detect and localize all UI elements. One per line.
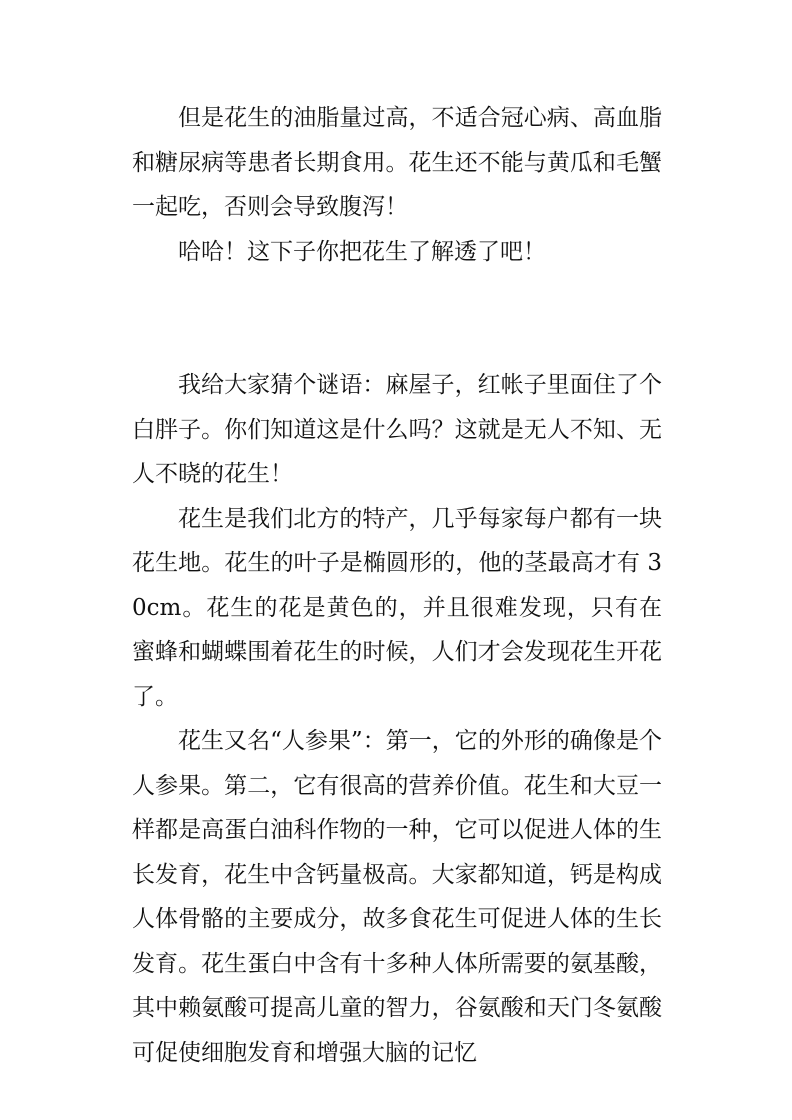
paragraph: 花生又名“人参果”：第一，它的外形的确像是个人参果。第二，它有很高的营养价值。花生和大豆一样都是高蛋白油科作物的一种，它可以促进人体的生长发育，花生中含钙量极高。大家都知道，钙是构成人体骨骼的主要成分，故多食花生可促进人体的生长发育。花生蛋白中含有十多种人体所需要的氨基酸，其中赖氨酸可提高儿童的智力，谷氨酸和天门冬氨酸可促使细胞发育和增强大脑的记忆 bbox=[132, 728, 662, 1066]
paragraph: 哈哈！这下子你把花生了解透了吧！ bbox=[178, 238, 546, 265]
paragraph: 花生是我们北方的特产，几乎每家每户都有一块花生地。花生的叶子是椭圆形的，他的茎最高才有 30cm。花生的花是黄色的，并且很难发现，只有在蜜蜂和蝴蝶围着花生的时候，人们才会发现花生开花了。 bbox=[132, 505, 662, 710]
paragraph: 我给大家猜个谜语：麻屋子，红帐子里面住了个白胖子。你们知道这是什么吗？这就是无人不知、无人不晓的花生！ bbox=[132, 372, 662, 487]
document-body bbox=[132, 96, 662, 1075]
paragraph: 但是花生的油脂量过高，不适合冠心病、高血脂和糖尿病等患者长期食用。花生还不能与黄瓜和毛蟹一起吃，否则会导致腹泻！ bbox=[132, 105, 662, 220]
section-gap bbox=[132, 274, 662, 363]
